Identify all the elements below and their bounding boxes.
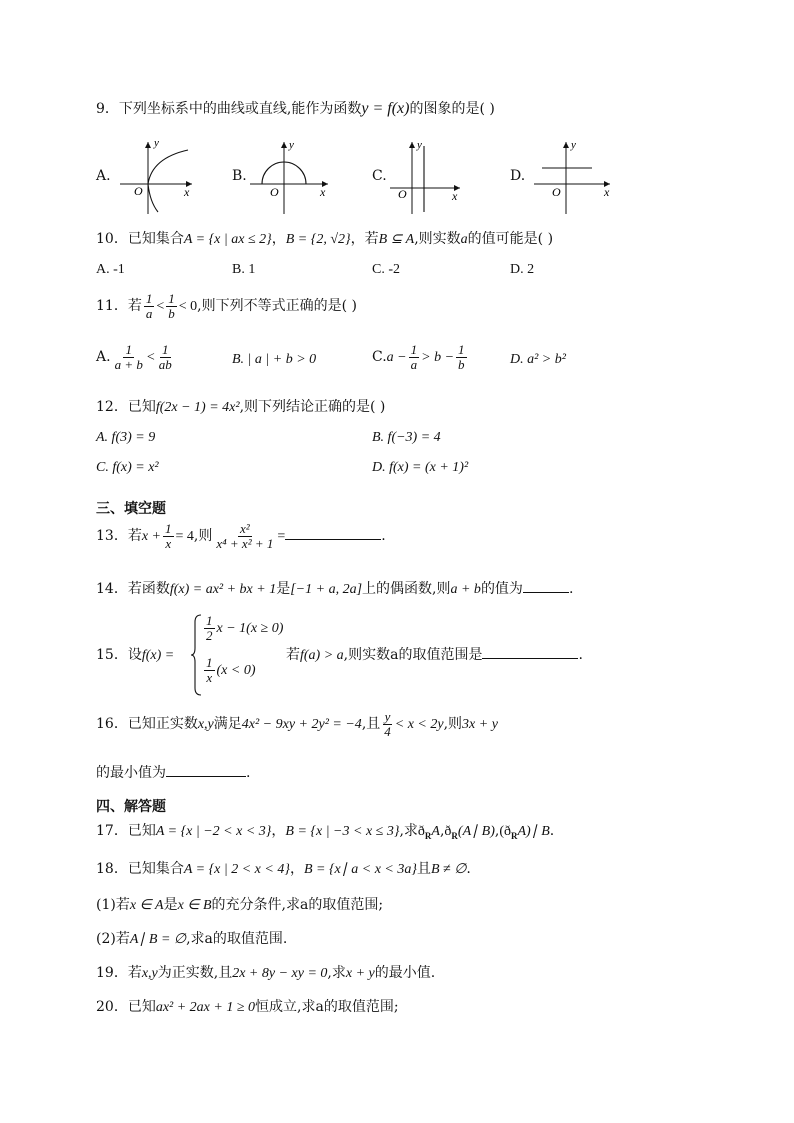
q10-option-b: B. 1	[232, 262, 256, 277]
q9-func: y = f(x)	[361, 100, 410, 117]
q9c-y-label: y	[417, 139, 422, 151]
q9-option-a-label: A.	[96, 168, 111, 184]
q15-stem-label: 15．设f(x) =	[96, 647, 175, 663]
q11-option-c: C.a − $\frac{1}{a}$ > b − $\frac{1}{b}$	[372, 342, 465, 372]
q16-stem: 16．已知正实数x,y满足4x² − 9xy + 2y² = −4,且 $\frac{y}{4}$ < x < 2y,则3x + y	[96, 709, 498, 739]
q9b-x-label: x	[320, 185, 326, 199]
q14-stem: 14．若函数f(x) = ax² + bx + 1是[−1 + a, 2a]上的偶函数,则a + b的值为 .	[96, 581, 574, 597]
q13-stem: 13．若x + $\frac{1}{x}$ = 4,则 $\frac{\text{x²}}{\text{x⁴ + x² + 1}}$ = .	[96, 521, 386, 551]
q16-answer-blank[interactable]	[166, 764, 246, 777]
q19-stem: 19．若x,y为正实数,且2x + 8y − xy = 0,求x + y的最小值.	[96, 965, 436, 981]
q9a-origin-label: O	[134, 184, 143, 198]
q12-stem: 12．已知f(2x − 1) = 4x²,则下列结论正确的是( )	[96, 399, 386, 415]
q10-option-d: D. 2	[510, 262, 535, 277]
q9b-origin-label: O	[270, 185, 279, 199]
q9a-x-label: x	[184, 185, 190, 199]
q15-case-2: $\frac{1}{x}$ (x < 0)	[206, 655, 256, 685]
q12-option-a: A. f(3) = 9	[96, 430, 156, 445]
q11-option-a: A. $\frac{1}{a + b}$ < $\frac{1}{ab}$	[96, 342, 172, 372]
q9-graph-a	[118, 136, 198, 216]
q11-option-b: B. | a | + b > 0	[232, 352, 317, 367]
q14-answer-blank[interactable]	[523, 580, 569, 593]
q10-stem: 10．已知集合A = {x | ax ≤ 2}，B = {2, √2}，若B ⊆ A,则实数a的值可能是( )	[96, 231, 554, 247]
q16-line2: 的最小值为 .	[96, 765, 251, 781]
q18-part-1: (1)若x ∈ A是x ∈ B的充分条件,求a的取值范围;	[96, 897, 384, 913]
q9-option-b-label: B.	[232, 168, 247, 184]
q18-part-2: (2)若A∣ B = ∅,求a的取值范围.	[96, 931, 288, 947]
q11-stem: 11．若 $\frac{1}{a}$ < $\frac{1}{b}$ < 0,则下列不等式正确的是( )	[96, 291, 357, 321]
q15-condition: 若f(a) > a,则实数a的取值范围是 .	[286, 647, 583, 663]
q9d-origin-label: O	[552, 185, 561, 199]
q12-option-c: C. f(x) = x²	[96, 460, 159, 475]
q9-graph-d	[532, 136, 618, 216]
q12-option-b: B. f(−3) = 4	[372, 430, 441, 445]
q15-case-1: $\frac{1}{2}$ x − 1(x ≥ 0)	[206, 613, 284, 643]
q9-option-d-label: D.	[510, 168, 526, 184]
q9d-y-label: y	[571, 139, 576, 151]
q13-answer-blank[interactable]	[285, 527, 381, 540]
q15-answer-blank[interactable]	[482, 646, 578, 659]
q9-stem: 9．下列坐标系中的曲线或直线,能作为函数y = f(x)的图象的是( )	[96, 100, 495, 117]
q9d-x-label: x	[604, 185, 610, 199]
q12-option-d: D. f(x) = (x + 1)²	[372, 460, 469, 475]
q18-stem: 18．已知集合A = {x | 2 < x < 4}，B = {x∣ a < x < 3a}且B ≠ ∅.	[96, 861, 471, 877]
section-solve: 四、解答题	[96, 799, 166, 815]
q9-graph-c	[388, 136, 468, 216]
q9-graph-b	[248, 136, 338, 216]
section-fill-in-blank: 三、填空题	[96, 501, 166, 517]
q9c-origin-label: O	[398, 187, 407, 201]
q9b-y-label: y	[289, 139, 294, 151]
q10-option-c: C. -2	[372, 262, 400, 277]
q20-stem: 20．已知ax² + 2ax + 1 ≥ 0恒成立,求a的取值范围;	[96, 999, 399, 1015]
q15-piecewise-brace	[190, 614, 202, 696]
q9c-x-label: x	[452, 189, 458, 203]
q17-stem: 17．已知A = {x | −2 < x < 3}，B = {x | −3 < x ≤ 3},求$ð_RA,ð_R(A∣$ $B),(ð_RA)∣$ B.	[96, 823, 555, 841]
q10-option-a: A. -1	[96, 262, 125, 277]
q9a-y-label: y	[154, 137, 159, 149]
q9-option-c-label: C.	[372, 168, 387, 184]
q11-option-d: D. a² > b²	[510, 352, 566, 367]
